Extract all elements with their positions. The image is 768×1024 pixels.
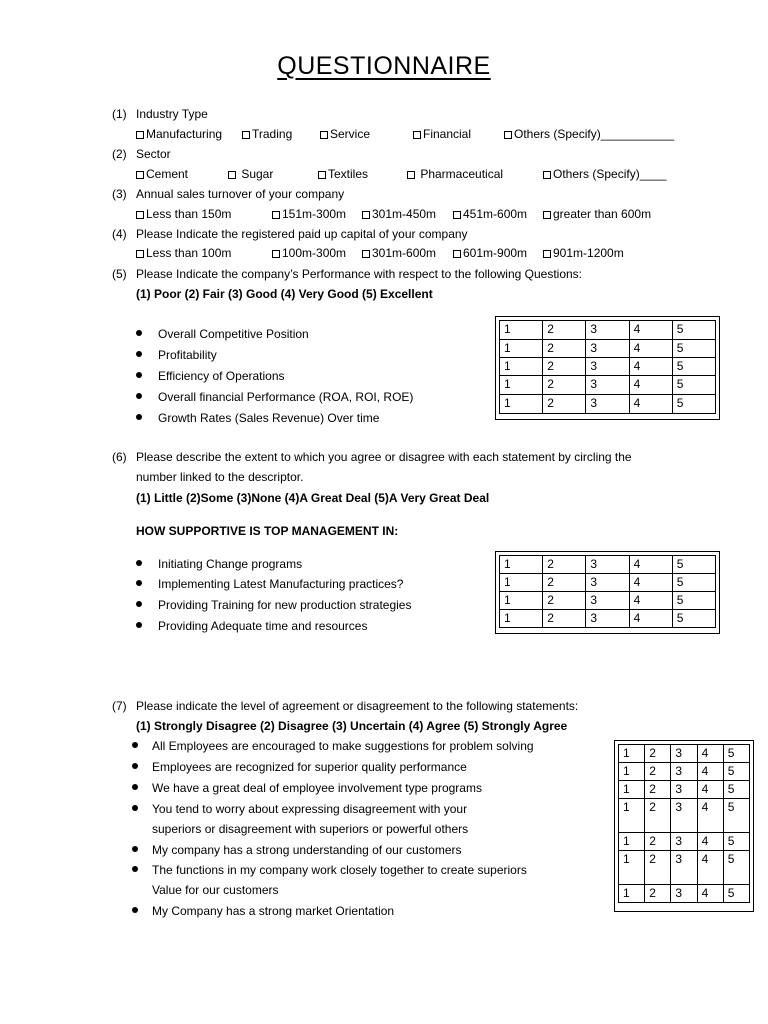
q4-option-2[interactable]: 100m-300m bbox=[272, 245, 346, 261]
q6-number: (6) bbox=[112, 450, 127, 464]
q7-item: My Company has a strong market Orientation bbox=[152, 904, 395, 918]
bullet-icon bbox=[136, 622, 142, 628]
q3-option-5[interactable]: greater than 600m bbox=[543, 206, 651, 222]
rating-option-3[interactable]: 3 bbox=[671, 745, 697, 763]
rating-option-4[interactable]: 4 bbox=[697, 799, 723, 833]
q6-item: Implementing Latest Manufacturing practices? bbox=[158, 577, 404, 591]
rating-option-5[interactable]: 5 bbox=[723, 781, 749, 799]
rating-option-1[interactable]: 1 bbox=[619, 833, 645, 851]
rating-option-5[interactable]: 5 bbox=[672, 610, 715, 628]
rating-option-5[interactable]: 5 bbox=[672, 340, 715, 358]
rating-option-2[interactable]: 2 bbox=[543, 321, 586, 340]
rating-option-5[interactable]: 5 bbox=[672, 376, 715, 395]
q1-option-service[interactable]: Service bbox=[320, 126, 370, 142]
rating-option-3[interactable]: 3 bbox=[586, 574, 629, 592]
rating-option-3[interactable]: 3 bbox=[671, 799, 697, 833]
rating-option-3[interactable]: 3 bbox=[586, 395, 629, 414]
q5-number: (5) bbox=[112, 267, 127, 281]
q7-item-continued: Value for our customers bbox=[152, 883, 279, 897]
rating-row bbox=[500, 340, 716, 358]
page-title: QUESTIONNAIRE bbox=[277, 52, 491, 80]
bullet-icon bbox=[132, 846, 138, 852]
bullet-icon bbox=[132, 907, 138, 913]
rating-option-1[interactable]: 1 bbox=[500, 610, 543, 628]
q7-question: Please indicate the level of agreement or disagreement to the following statements: bbox=[136, 699, 579, 713]
q2-option-others[interactable]: Others (Specify)____ bbox=[543, 166, 666, 182]
rating-option-2[interactable]: 2 bbox=[645, 763, 671, 781]
rating-option-2[interactable]: 2 bbox=[543, 610, 586, 628]
q2-question: Sector bbox=[136, 147, 171, 161]
rating-option-4[interactable]: 4 bbox=[629, 395, 672, 414]
rating-row bbox=[500, 592, 716, 610]
rating-option-1[interactable]: 1 bbox=[619, 763, 645, 781]
bullet-icon bbox=[136, 560, 142, 566]
rating-row bbox=[619, 885, 750, 903]
q7-scale: (1) Strongly Disagree (2) Disagree (3) Uncertain (4) Agree (5) Strongly Agree bbox=[136, 719, 568, 733]
q1-number: (1) bbox=[112, 107, 127, 121]
q5-rating-table bbox=[499, 320, 716, 414]
rating-option-2[interactable]: 2 bbox=[543, 556, 586, 574]
rating-row bbox=[619, 781, 750, 799]
q3-option-1[interactable]: Less than 150m bbox=[136, 206, 231, 222]
bullet-icon bbox=[132, 866, 138, 872]
checkbox[interactable] bbox=[543, 171, 551, 179]
q5-item: Overall Competitive Position bbox=[158, 327, 309, 341]
rating-option-4[interactable]: 4 bbox=[697, 781, 723, 799]
rating-row bbox=[619, 763, 750, 781]
q1-option-others[interactable]: Others (Specify)___________ bbox=[504, 126, 674, 142]
q1-option-trading[interactable]: Trading bbox=[242, 126, 292, 142]
q6-item: Providing Adequate time and resources bbox=[158, 619, 368, 633]
bullet-icon bbox=[132, 763, 138, 769]
rating-option-1[interactable]: 1 bbox=[619, 799, 645, 833]
q7-number: (7) bbox=[112, 699, 127, 713]
rating-option-4[interactable]: 4 bbox=[629, 340, 672, 358]
bullet-icon bbox=[136, 580, 142, 586]
rating-option-5[interactable]: 5 bbox=[672, 395, 715, 414]
bullet-icon bbox=[136, 393, 142, 399]
bullet-icon bbox=[136, 351, 142, 357]
checkbox[interactable] bbox=[413, 131, 421, 139]
q2-option-pharmaceutical[interactable]: Pharmaceutical bbox=[407, 166, 503, 182]
q1-option-manufacturing[interactable]: Manufacturing bbox=[136, 126, 222, 142]
rating-option-5[interactable]: 5 bbox=[672, 321, 715, 340]
rating-option-5[interactable]: 5 bbox=[672, 574, 715, 592]
rating-option-1[interactable]: 1 bbox=[500, 358, 543, 376]
q3-number: (3) bbox=[112, 187, 127, 201]
rating-option-3[interactable]: 3 bbox=[586, 321, 629, 340]
checkbox[interactable] bbox=[228, 171, 236, 179]
rating-option-3[interactable]: 3 bbox=[586, 376, 629, 395]
q7-item: My company has a strong understanding of our customers bbox=[152, 843, 462, 857]
q3-option-3[interactable]: 301m-450m bbox=[362, 206, 436, 222]
rating-option-3[interactable]: 3 bbox=[671, 833, 697, 851]
checkbox[interactable] bbox=[318, 171, 326, 179]
rating-option-4[interactable]: 4 bbox=[697, 851, 723, 885]
q6-question-line2: number linked to the descriptor. bbox=[136, 470, 304, 484]
checkbox[interactable] bbox=[242, 131, 250, 139]
q4-option-3[interactable]: 301m-600m bbox=[362, 245, 436, 261]
checkbox[interactable] bbox=[136, 131, 144, 139]
checkbox[interactable] bbox=[543, 250, 551, 258]
rating-option-5[interactable]: 5 bbox=[723, 851, 749, 885]
rating-option-5[interactable]: 5 bbox=[672, 556, 715, 574]
q4-question: Please Indicate the registered paid up capital of your company bbox=[136, 227, 468, 241]
rating-option-3[interactable]: 3 bbox=[586, 610, 629, 628]
rating-option-1[interactable]: 1 bbox=[500, 574, 543, 592]
rating-option-4[interactable]: 4 bbox=[697, 833, 723, 851]
q7-item: The functions in my company work closely together to create superiors bbox=[152, 863, 527, 877]
rating-option-3[interactable]: 3 bbox=[586, 592, 629, 610]
rating-option-3[interactable]: 3 bbox=[671, 851, 697, 885]
q1-option-financial[interactable]: Financial bbox=[413, 126, 471, 142]
rating-option-1[interactable]: 1 bbox=[619, 745, 645, 763]
bullet-icon bbox=[132, 742, 138, 748]
rating-option-4[interactable]: 4 bbox=[697, 745, 723, 763]
rating-option-2[interactable]: 2 bbox=[543, 395, 586, 414]
q2-option-sugar[interactable]: Sugar bbox=[228, 166, 273, 182]
rating-option-3[interactable]: 3 bbox=[671, 885, 697, 903]
bullet-icon bbox=[132, 784, 138, 790]
rating-option-3[interactable]: 3 bbox=[586, 556, 629, 574]
rating-option-4[interactable]: 4 bbox=[629, 610, 672, 628]
rating-option-5[interactable]: 5 bbox=[723, 799, 749, 833]
checkbox[interactable] bbox=[136, 171, 144, 179]
checkbox[interactable] bbox=[362, 211, 370, 219]
checkbox[interactable] bbox=[136, 250, 144, 258]
rating-option-4[interactable]: 4 bbox=[629, 556, 672, 574]
rating-option-4[interactable]: 4 bbox=[629, 376, 672, 395]
rating-option-2[interactable]: 2 bbox=[543, 340, 586, 358]
rating-option-2[interactable]: 2 bbox=[645, 851, 671, 885]
rating-option-4[interactable]: 4 bbox=[629, 321, 672, 340]
q7-item: Employees are recognized for superior quality performance bbox=[152, 760, 467, 774]
q3-option-4[interactable]: 451m-600m bbox=[453, 206, 527, 222]
q6-item: Providing Training for new production strategies bbox=[158, 598, 412, 612]
rating-option-2[interactable]: 2 bbox=[645, 833, 671, 851]
q5-item: Profitability bbox=[158, 348, 217, 362]
bullet-icon bbox=[136, 601, 142, 607]
q6-item: Initiating Change programs bbox=[158, 557, 303, 571]
q3-question: Annual sales turnover of your company bbox=[136, 187, 345, 201]
q4-option-4[interactable]: 601m-900m bbox=[453, 245, 527, 261]
checkbox[interactable] bbox=[453, 250, 461, 258]
rating-option-3[interactable]: 3 bbox=[586, 358, 629, 376]
rating-option-2[interactable]: 2 bbox=[645, 799, 671, 833]
q5-item: Overall financial Performance (ROA, ROI, ROE) bbox=[158, 390, 414, 404]
rating-option-2[interactable]: 2 bbox=[543, 574, 586, 592]
rating-option-1[interactable]: 1 bbox=[500, 592, 543, 610]
checkbox[interactable] bbox=[453, 211, 461, 219]
rating-row bbox=[619, 799, 750, 833]
rating-row bbox=[500, 321, 716, 340]
q7-item: All Employees are encouraged to make suggestions for problem solving bbox=[152, 739, 534, 753]
rating-row bbox=[619, 745, 750, 763]
q2-number: (2) bbox=[112, 147, 127, 161]
checkbox[interactable] bbox=[320, 131, 328, 139]
q4-option-1[interactable]: Less than 100m bbox=[136, 245, 231, 261]
bullet-icon bbox=[132, 805, 138, 811]
q5-scale: (1) Poor (2) Fair (3) Good (4) Very Good (5) Excellent bbox=[136, 287, 433, 301]
rating-option-5[interactable]: 5 bbox=[723, 885, 749, 903]
rating-option-3[interactable]: 3 bbox=[586, 340, 629, 358]
rating-option-5[interactable]: 5 bbox=[723, 745, 749, 763]
q7-item-continued: superiors or disagreement with superiors or powerful others bbox=[152, 822, 469, 836]
rating-option-1[interactable]: 1 bbox=[619, 885, 645, 903]
checkbox[interactable] bbox=[362, 250, 370, 258]
rating-row bbox=[500, 395, 716, 414]
rating-option-3[interactable]: 3 bbox=[671, 763, 697, 781]
q7-rating-table bbox=[618, 744, 750, 903]
rating-option-5[interactable]: 5 bbox=[672, 358, 715, 376]
rating-row bbox=[500, 376, 716, 395]
rating-option-1[interactable]: 1 bbox=[500, 556, 543, 574]
rating-option-1[interactable]: 1 bbox=[619, 781, 645, 799]
q4-option-5[interactable]: 901m-1200m bbox=[543, 245, 624, 261]
rating-row bbox=[500, 358, 716, 376]
rating-option-5[interactable]: 5 bbox=[723, 833, 749, 851]
rating-option-4[interactable]: 4 bbox=[629, 574, 672, 592]
rating-row bbox=[619, 851, 750, 885]
rating-option-1[interactable]: 1 bbox=[500, 376, 543, 395]
rating-row bbox=[500, 610, 716, 628]
q1-question: Industry Type bbox=[136, 107, 208, 121]
rating-option-4[interactable]: 4 bbox=[629, 592, 672, 610]
q6-rating-table bbox=[499, 555, 716, 628]
rating-row bbox=[619, 833, 750, 851]
q3-option-2[interactable]: 151m-300m bbox=[272, 206, 346, 222]
bullet-icon bbox=[136, 414, 142, 420]
q4-number: (4) bbox=[112, 227, 127, 241]
checkbox[interactable] bbox=[543, 211, 551, 219]
q5-item: Efficiency of Operations bbox=[158, 369, 285, 383]
q2-option-textiles[interactable]: Textiles bbox=[318, 166, 368, 182]
rating-option-1[interactable]: 1 bbox=[500, 340, 543, 358]
bullet-icon bbox=[136, 330, 142, 336]
q7-item: We have a great deal of employee involvement type programs bbox=[152, 781, 482, 795]
rating-option-1[interactable]: 1 bbox=[500, 395, 543, 414]
rating-option-2[interactable]: 2 bbox=[645, 781, 671, 799]
checkbox[interactable] bbox=[272, 211, 280, 219]
q7-item: You tend to worry about expressing disagreement with your bbox=[152, 802, 468, 816]
rating-option-4[interactable]: 4 bbox=[697, 885, 723, 903]
checkbox[interactable] bbox=[407, 171, 415, 179]
rating-option-1[interactable]: 1 bbox=[500, 321, 543, 340]
rating-option-2[interactable]: 2 bbox=[645, 885, 671, 903]
checkbox[interactable] bbox=[272, 250, 280, 258]
q5-question: Please Indicate the company’s Performance with respect to the following Questions: bbox=[136, 267, 583, 281]
rating-row bbox=[500, 574, 716, 592]
q2-option-cement[interactable]: Cement bbox=[136, 166, 188, 182]
q6-heading: HOW SUPPORTIVE IS TOP MANAGEMENT IN: bbox=[136, 524, 399, 538]
rating-option-5[interactable]: 5 bbox=[723, 763, 749, 781]
checkbox[interactable] bbox=[136, 211, 144, 219]
q5-item: Growth Rates (Sales Revenue) Over time bbox=[158, 411, 380, 425]
rating-option-2[interactable]: 2 bbox=[543, 358, 586, 376]
rating-option-4[interactable]: 4 bbox=[697, 763, 723, 781]
q6-question-line1: Please describe the extent to which you agree or disagree with each statement by circling the bbox=[136, 450, 632, 464]
rating-option-4[interactable]: 4 bbox=[629, 358, 672, 376]
rating-option-1[interactable]: 1 bbox=[619, 851, 645, 885]
rating-option-2[interactable]: 2 bbox=[543, 592, 586, 610]
rating-option-3[interactable]: 3 bbox=[671, 781, 697, 799]
rating-option-2[interactable]: 2 bbox=[645, 745, 671, 763]
rating-row bbox=[500, 556, 716, 574]
q6-scale: (1) Little (2)Some (3)None (4)A Great Deal (5)A Very Great Deal bbox=[136, 491, 490, 505]
rating-option-2[interactable]: 2 bbox=[543, 376, 586, 395]
checkbox[interactable] bbox=[504, 131, 512, 139]
bullet-icon bbox=[136, 372, 142, 378]
rating-option-5[interactable]: 5 bbox=[672, 592, 715, 610]
